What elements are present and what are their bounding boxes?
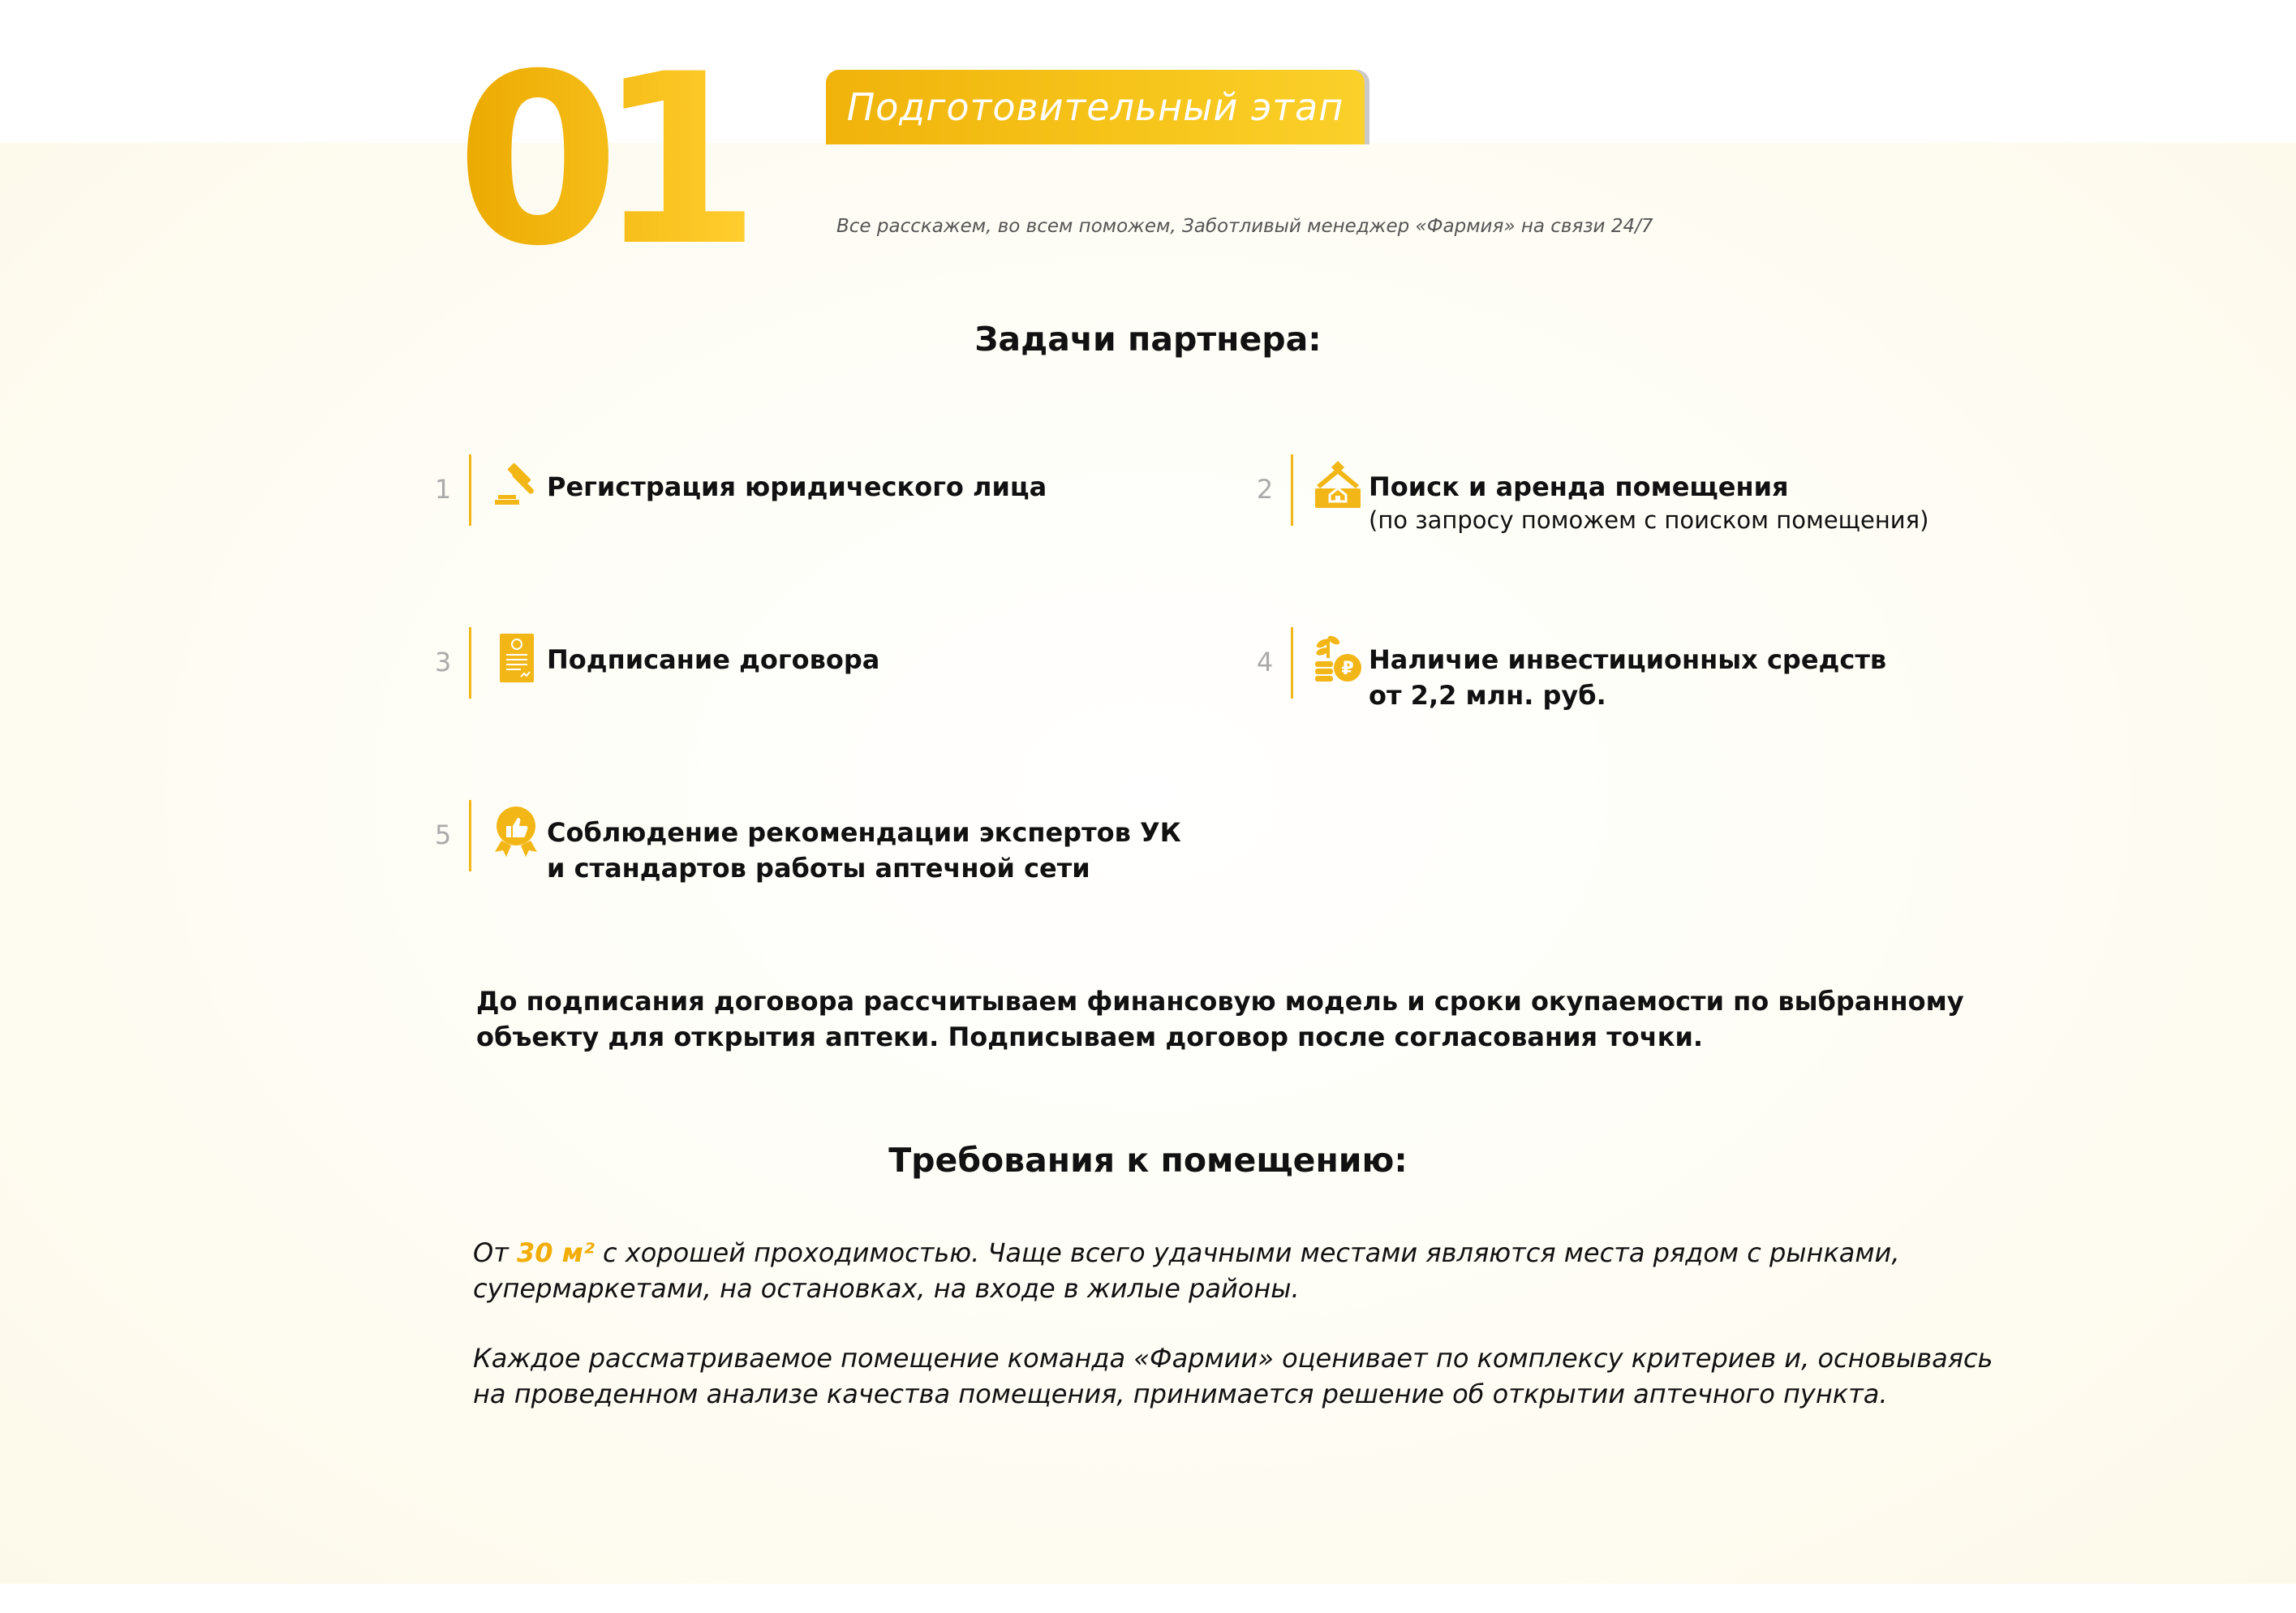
requirements-line: Каждое рассматриваемое помещение команда «Фармии» оценивает по комплексу критериев и, основываясь bbox=[473, 1343, 1993, 1374]
thumbs-up-badge-icon bbox=[490, 805, 542, 857]
gavel-icon bbox=[490, 459, 542, 511]
task-label bbox=[547, 469, 1047, 505]
task-divider bbox=[469, 800, 471, 871]
task-label bbox=[1369, 469, 1928, 536]
task-number: 4 bbox=[1256, 647, 1274, 677]
task-number: 2 bbox=[1256, 474, 1274, 505]
stage-number bbox=[456, 24, 753, 298]
task-label-line: Наличие инвестиционных средств bbox=[1369, 644, 1887, 675]
money-growth-icon bbox=[1312, 632, 1364, 684]
stage-title: Подготовительный этап bbox=[846, 85, 1344, 129]
stage-title-tab bbox=[826, 70, 1365, 144]
contract-paragraph-line: объекту для открытия аптеки. Подписываем договор после согласования точки. bbox=[476, 1022, 1704, 1052]
task-label bbox=[547, 642, 879, 677]
contract-paragraph bbox=[476, 983, 2180, 1055]
task-label-line: Подписание договора bbox=[547, 644, 880, 675]
requirements-line: на проведенном анализе качества помещения, принимается решение об открытии аптечного пункта. bbox=[473, 1379, 1888, 1409]
task-label bbox=[547, 815, 1181, 886]
contract-paragraph-line: До подписания договора рассчитываем финансовую модель и сроки окупаемости по выбранному bbox=[476, 986, 1964, 1017]
requirements-line: с хорошей проходимостью. Чаще всего удачными местами являются места рядом с рынками, bbox=[594, 1237, 1900, 1268]
task-divider bbox=[1291, 627, 1293, 699]
house-search-icon bbox=[1312, 459, 1364, 511]
task-label-line: Регистрация юридического лица bbox=[547, 471, 1047, 502]
requirements-prefix: От bbox=[473, 1237, 517, 1268]
task-divider bbox=[469, 627, 471, 699]
area-highlight: 30 м² bbox=[517, 1237, 595, 1268]
stage-number-text: 01 bbox=[456, 24, 738, 298]
requirements-paragraph-1 bbox=[473, 1235, 2258, 1306]
task-number: 5 bbox=[434, 819, 452, 850]
svg-text:₽: ₽ bbox=[1341, 659, 1354, 679]
contract-document-icon bbox=[490, 632, 542, 684]
task-note: (по запросу поможем с поиском помещения) bbox=[1369, 506, 1929, 534]
task-label-line: Соблюдение рекомендации экспертов УК bbox=[547, 817, 1181, 848]
task-divider bbox=[469, 454, 471, 526]
task-divider bbox=[1291, 454, 1293, 526]
stage-number-graphic bbox=[456, 24, 753, 298]
task-label-line: от 2,2 млн. руб. bbox=[1369, 680, 1606, 711]
task-label bbox=[1369, 642, 1886, 713]
requirements-heading: Требования к помещению: bbox=[888, 1141, 1408, 1180]
tasks-heading: Задачи партнера: bbox=[974, 320, 1322, 359]
task-number: 3 bbox=[434, 647, 452, 677]
stage-subtitle: Все расскажем, во всем поможем, Заботливый менеджер «Фармия» на связи 24/7 bbox=[836, 216, 1653, 237]
task-number: 1 bbox=[434, 474, 452, 505]
task-label-line: и стандартов работы аптечной сети bbox=[547, 853, 1090, 884]
task-label-line: Поиск и аренда помещения bbox=[1369, 471, 1789, 502]
requirements-line: супермаркетами, на остановках, на входе в жилые районы. bbox=[473, 1273, 1300, 1304]
requirements-paragraph-2 bbox=[473, 1340, 2258, 1412]
